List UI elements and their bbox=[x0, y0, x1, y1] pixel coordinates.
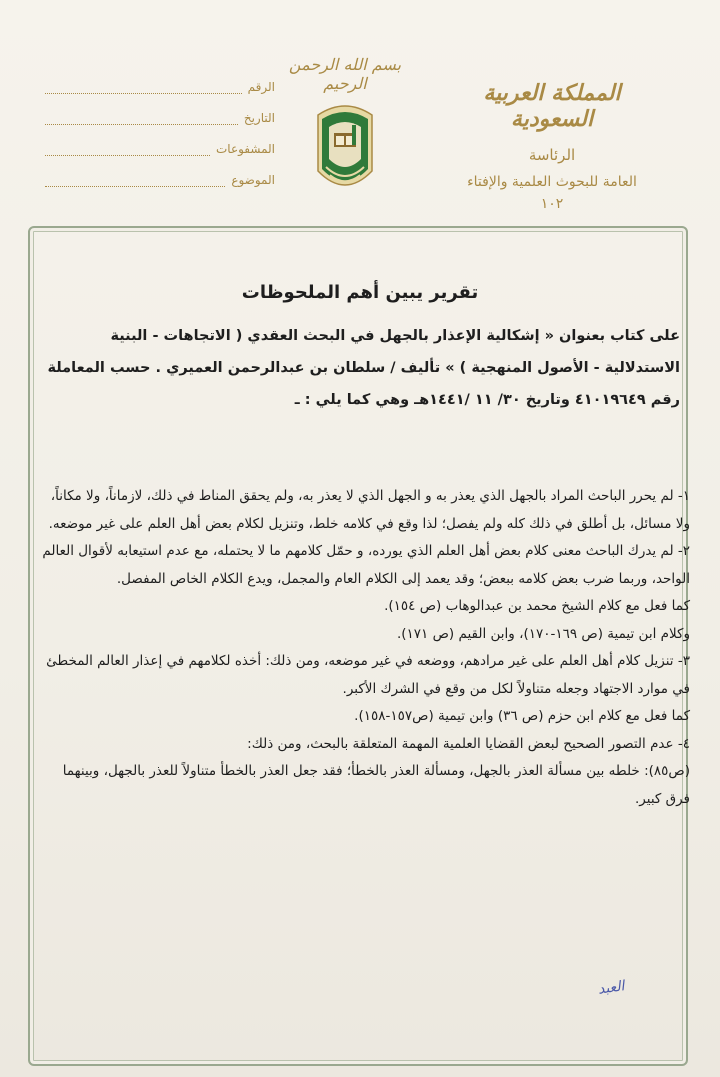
intro-line: على كتاب بعنوان « إشكالية الإعذار بالجهل في البحث العقدي ( الاتجاهات - البنية bbox=[110, 328, 680, 344]
emblem-icon bbox=[312, 101, 378, 197]
observation-3: ٣- تنزيل كلام أهل العلم على غير مرادهم، ووضعه في غير موضعه، ومن ذلك: أخذه لكلامهم في إعذار العالم المخطئ في موارد الاجتهاد وجعله متناولاً لكل من وقع في الشرك الأكبر. bbox=[46, 653, 690, 697]
presidency-label: الرئاسة bbox=[528, 146, 576, 164]
field-date: التاريخ bbox=[45, 111, 275, 125]
observation-3-example: كما فعل مع كلام ابن حزم (ص ٣٦) وابن تيمية (ص١٥٧-١٥٨). bbox=[354, 708, 690, 724]
field-subject: الموضوع bbox=[45, 173, 275, 187]
signature: العبد bbox=[597, 978, 626, 998]
intro-line: الاستدلالية - الأصول المنهجية ) » تأليف / سلطان بن عبدالرحمن العميري . حسب المعاملة bbox=[47, 360, 680, 376]
observation-2-example-a: كما فعل مع كلام الشيخ محمد بن عبدالوهاب (ص ١٥٤). bbox=[384, 598, 690, 614]
letterhead-authority bbox=[442, 80, 662, 212]
observation-4: ٤- عدم التصور الصحيح لبعض القضايا العلمية المهمة المتعلقة بالبحث، ومن ذلك: bbox=[247, 735, 690, 752]
field-attachments: المشفوعات bbox=[45, 142, 275, 156]
observation-4-detail: (ص٨٥): خلطه بين مسألة العذر بالجهل، ومسألة العذر بالخطأ؛ فقد جعل العذر بالخطأ متناولاً للعذر بالجهل، وبينهما فرق كبير. bbox=[62, 763, 690, 807]
report-intro bbox=[40, 320, 680, 416]
report-title: تقرير يبين أهم الملحوظات bbox=[241, 282, 479, 303]
intro-line: رقم ٤١٠١٩٦٤٩ وتاريخ ٣٠/ ١١ /١٤٤١هـ وهي كما يلي : ـ bbox=[294, 392, 680, 408]
department-code: ١٠٢ bbox=[540, 196, 564, 212]
observation-2: ٢- لم يدرك الباحث معنى كلام بعض أهل العلم الذي يورده، و حمّل كلامهم ما لا يحتمله، مع عدم استيعابه لأقوال العالم الواحد، وربما ضرب بعض كلامه ببعض؛ وقد يعمد إلى الكلام العام والمجمل، ويدع الكلام الخاص المفصل. bbox=[42, 543, 690, 587]
observation-2-example-b: وكلام ابن تيمية (ص ١٦٩-١٧٠)، وابن القيم (ص ١٧١). bbox=[396, 625, 690, 642]
letterhead-fields bbox=[45, 80, 275, 204]
general-presidency-label: العامة للبحوث العلمية والإفتاء bbox=[467, 174, 637, 190]
field-number: الرقم bbox=[45, 80, 275, 94]
basmala: بسم الله الرحمن الرحيم bbox=[288, 55, 402, 93]
letterhead-emblem-block bbox=[285, 55, 405, 197]
kingdom-name: المملكة العربية السعودية bbox=[483, 80, 621, 132]
observation-1: ١- لم يحرر الباحث المراد بالجهل الذي يعذر به و الجهل الذي لا يعذر به، ولم يحقق المناط في ذلك، لازماناً، ولا مكاناً، ولا مسائل، بل أطلق في ذلك كله ولم يفصل؛ لذا وقع في كلامه خلط، وتنزيل لكلام بعض أهل العلم على غير موضعه. bbox=[48, 488, 690, 532]
report-body bbox=[40, 483, 690, 813]
